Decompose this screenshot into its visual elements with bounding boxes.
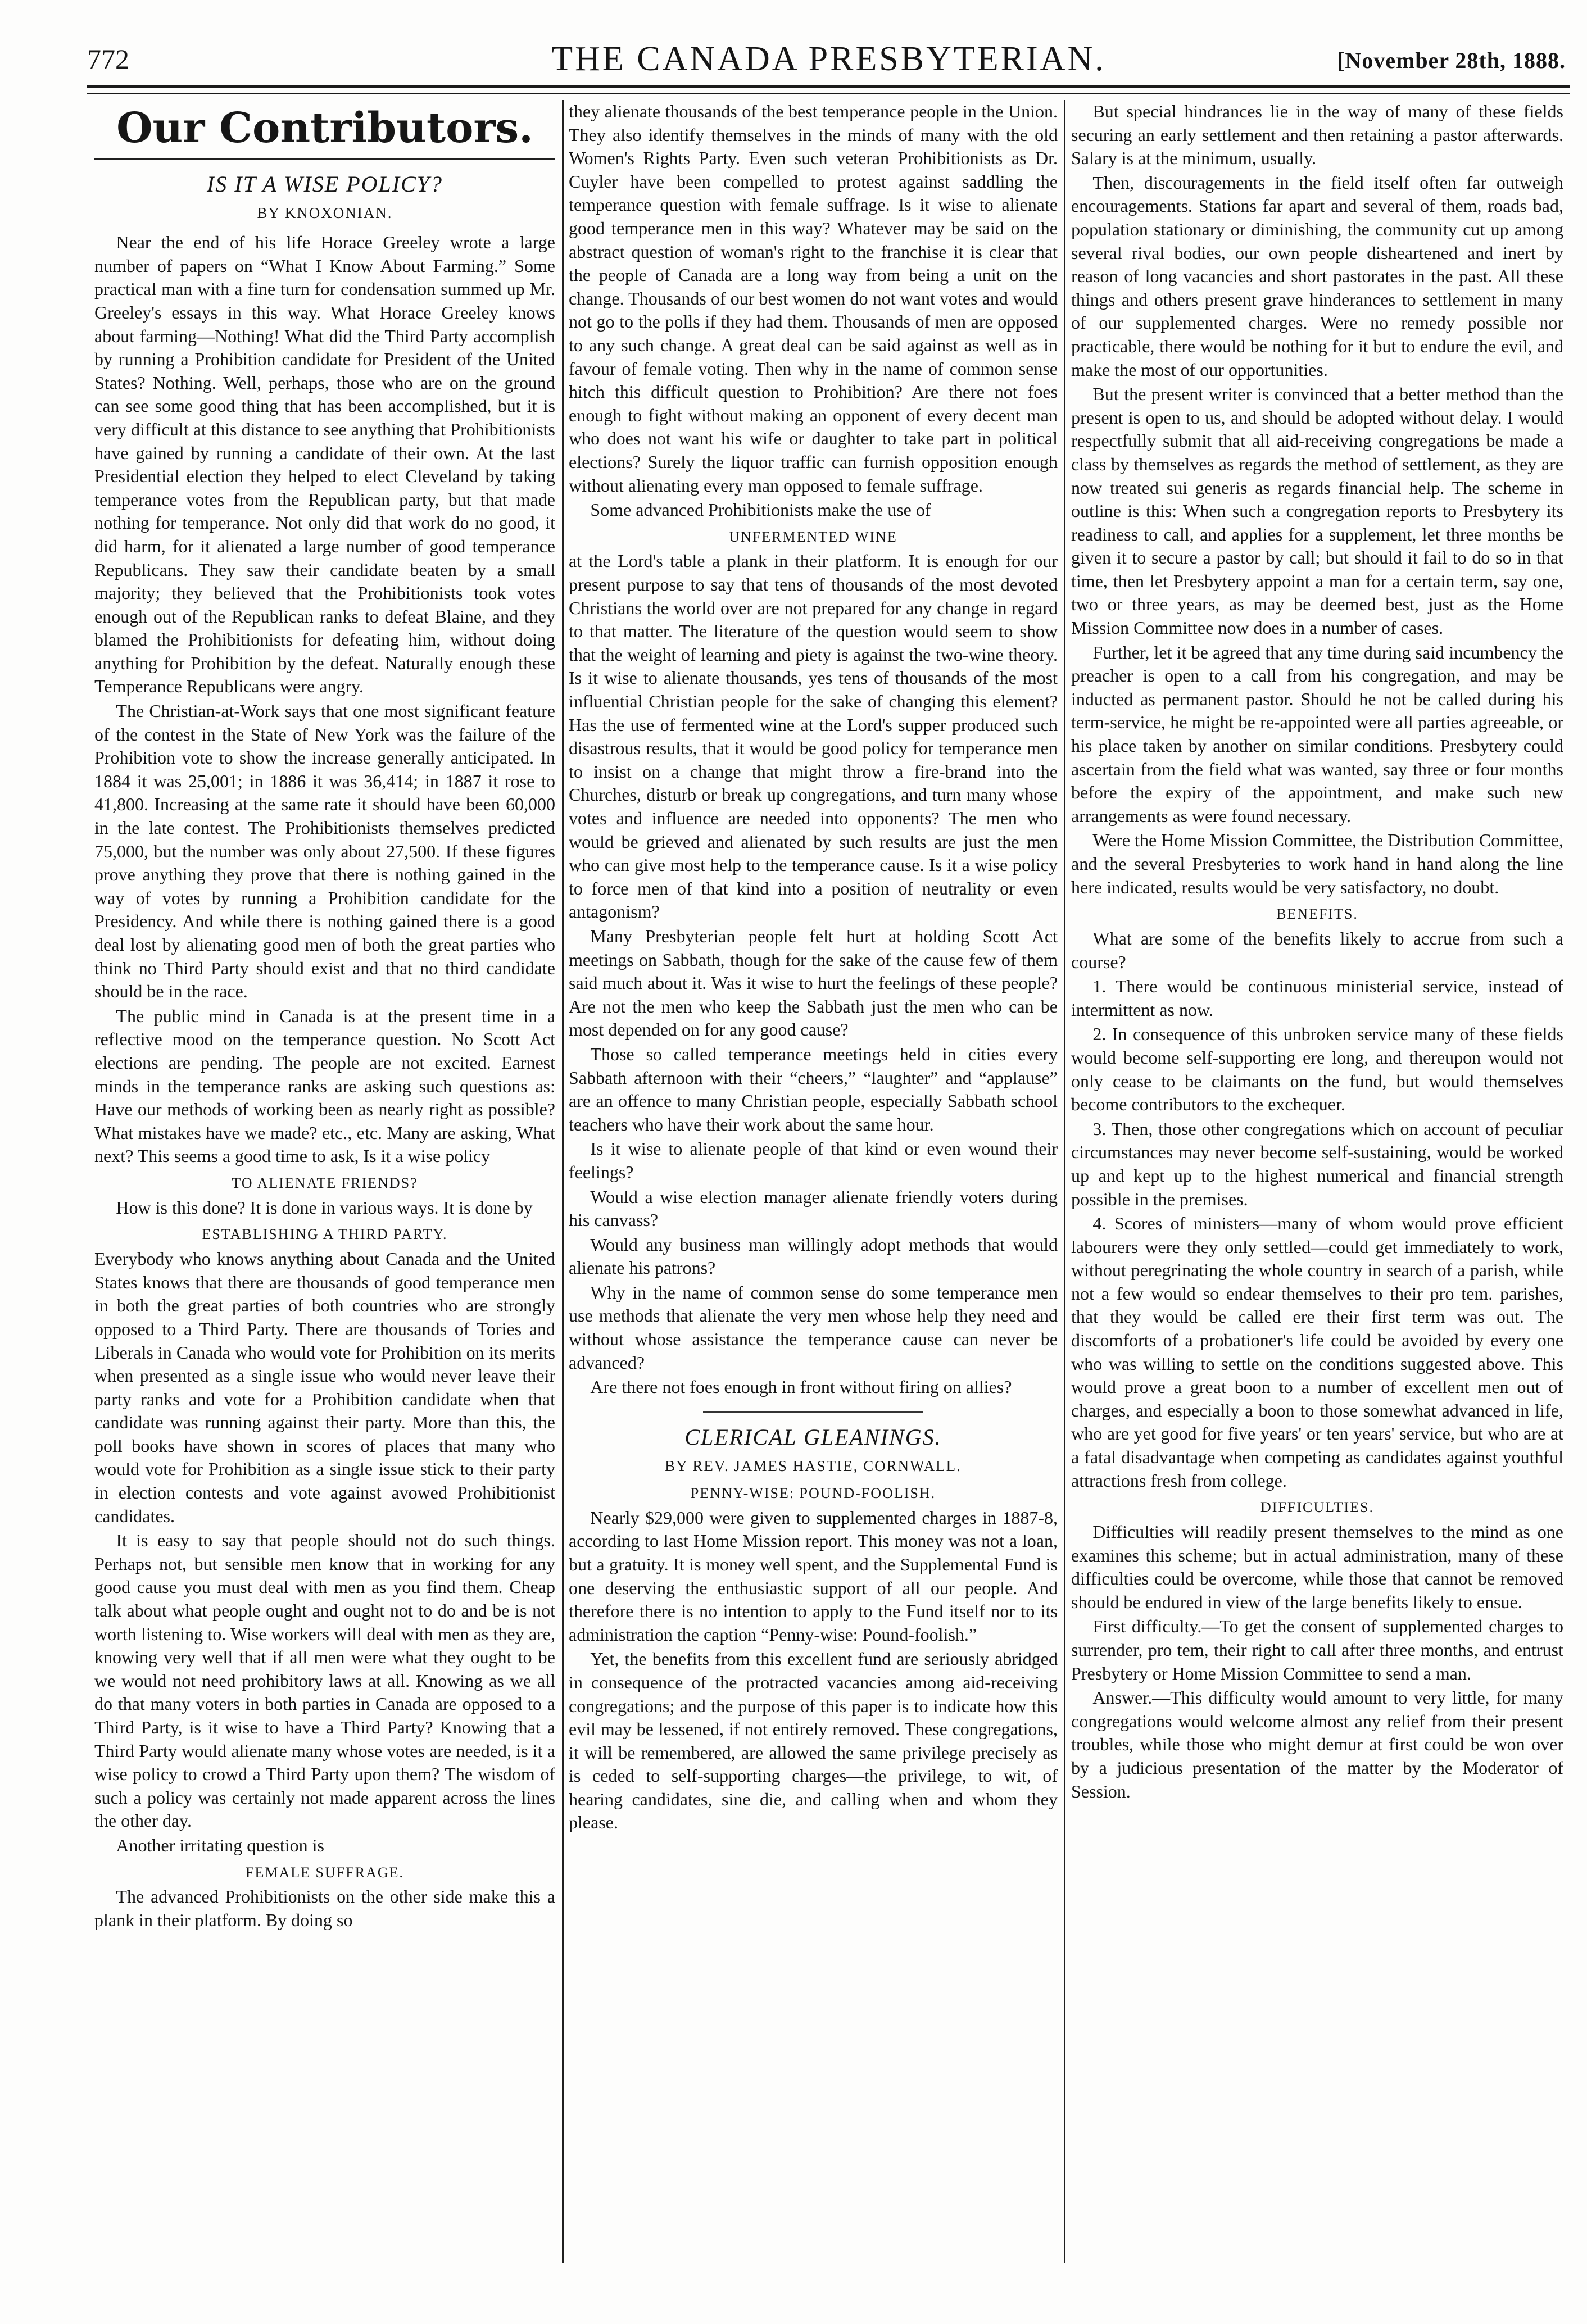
subheading: FEMALE SUFFRAGE.	[246, 1864, 404, 1881]
paragraph: Further, let it be agreed that any time during said incumbency the preacher is open to a call from his congregation, and may be inducted as permanent pastor. Should he not be called during his term-service, he might be re-appointed were all parties agreeable, or his place taken by another on similar conditions. Presbytery could ascertain from the field what was wanted, say three or four months before the expiry of the appointment, and make such new arrangements as were found necessary.	[1071, 642, 1563, 826]
paragraph: Another irritating question is	[116, 1835, 324, 1855]
paragraph: The advanced Prohibitionists on the other side make this a plank in their platform. By doing so	[94, 1886, 555, 1930]
paragraph: Everybody who knows anything about Canada and the United States knows that there are thousands of good temperance men in both the great parties of both countries who are strongly opposed to a Third Party. There are thousands of Tories and Liberals in Canada who would vote for Prohibition on its merits when presented as a single issue who would never leave their party ranks and vote for a Prohibition candidate when that candidate was running against their party. More than this, the poll books have shown in scores of places that many who would vote for Prohibition as a single issue stick to their party in election contests and vote against avowed Prohibitionist candidates.	[94, 1249, 555, 1526]
column-1	[94, 100, 555, 2269]
paragraph: Would a wise election manager alienate friendly voters during his canvass?	[569, 1186, 1058, 1231]
paragraph: Yet, the benefits from this excellent fund are seriously abridged in consequence of the protracted vacancies among aid-receiving congregations; and the purpose of this paper is to indicate how this evil may be lessened, if not entirely removed. These congregations, it will be remembered, are allowed the same privilege precisely as is ceded to self-supporting charges—the privilege, to wit, of hearing candidates, sine die, and calling when and whom they please.	[569, 1649, 1058, 1833]
page-number: 772	[87, 43, 129, 75]
paragraph: Difficulties will readily present themselves to the mind as one examines this scheme; but in actual administration, many of these difficulties could be overcome, while those that cannot be removed should be endured in view of the large benefits likely to ensue.	[1071, 1522, 1563, 1612]
paragraph: Would any business man willingly adopt methods that would alienate his patrons?	[569, 1234, 1058, 1278]
column-2	[569, 100, 1058, 2269]
paragraph: How is this done? It is done in various ways. It is done by	[116, 1197, 533, 1218]
header-rule-thick	[87, 85, 1570, 88]
article-title: IS IT A WISE POLICY?	[206, 171, 443, 197]
paragraph: Is it wise to alienate people of that kind or even wound their feelings?	[569, 1138, 1058, 1182]
paragraph: Then, discouragements in the field itself often far outweigh encouragements. Stations far apart and several of them, roads bad, population stationary or diminishing, the community cut up among several rival bodies, our own people disheartened and inert by reason of long vacancies and short pastorates in the past. All these things and others present grave hinderances to settlement in many of our supplemented charges. Were no remedy possible nor practicable, there would be nothing for it but to endure the evil, and make the most of our opportunities.	[1071, 172, 1563, 380]
article-byline: BY REV. JAMES HASTIE, CORNWALL.	[665, 1457, 962, 1474]
department-heading: Our Contributors.	[94, 105, 555, 160]
paragraph: 1. There would be continuous ministerial service, instead of intermittent as now.	[1071, 976, 1563, 1020]
paragraph: at the Lord's table a plank in their platform. It is enough for our present purpose to say that tens of thousands of the most devoted Christians the world over are not prepared for any change in regard to that matter. The literature of the question would seem to show that the weight of learning and piety is against the two-wine theory. Is it wise to alienate thousands, yes tens of thousands of the most influential Christian people for the sake of changing this element? Has the use of fermented wine at the Lord's supper produced such disastrous results, that it would be good policy for temperance men to insist on a change that might throw a fire-brand into the Churches, disturb or break up congregations, and turn many whose votes and influence are needed into opponents? The men who would be grieved and alienated by such results are just the men who can give most help to the temperance cause. Is it a wise policy to force men of that kind into a position of neutrality or even antagonism?	[569, 551, 1058, 922]
article-byline: BY KNOXONIAN.	[257, 205, 393, 222]
paragraph: What are some of the benefits likely to accrue from such a course?	[1071, 928, 1563, 972]
subheading: BENEFITS.	[1276, 906, 1358, 923]
paragraph: Many Presbyterian people felt hurt at holding Scott Act meetings on Sabbath, though for the sake of the cause few of them said much about it. Was it wise to hurt the feelings of these people? Are not the men who keep the Sabbath just the men who can be most depended on for any good cause?	[569, 925, 1058, 1040]
article-separator	[703, 1411, 923, 1413]
paragraph: Are there not foes enough in front without firing on allies?	[590, 1377, 1012, 1397]
paragraph: The public mind in Canada is at the present time in a reflective mood on the temperance question. No Scott Act elections are pending. The people are not excited. Earnest minds in the temperance ranks are asking such questions as: Have our methods of working been as nearly right as possible? What mistakes have we made? etc., etc. Many are asking, What next? This seems a good time to ask, Is it a wise policy	[94, 1005, 555, 1166]
paragraph: The Christian-at-Work says that one most significant feature of the contest in the State of New York was the failure of the Prohibition vote to show the increase generally anticipated. In 1884 it was 25,001; in 1886 it was 36,414; in 1887 it rose to 41,800. Increasing at the same rate it should have been 60,000 in the late contest. The Prohibitionists themselves predicted 75,000, but the number was only about 27,500. If these figures prove anything they prove that there is nothing gained in the way of votes by running a Prohibition candidate for the Presidency. And while there is nothing gained there is a good deal lost by alienating good men of both the great parties who think no Third Party should exist and that no third candidate should be in the race.	[94, 701, 555, 1002]
paragraph: But special hindrances lie in the way of many of these fields securing an early settlement and then retaining a pastor afterwards. Salary is at the minimum, usually.	[1071, 101, 1563, 169]
paragraph: Why in the name of common sense do some temperance men use methods that alienate the very men whose help they need and without whose assistance the temperance cause can never be advanced?	[569, 1282, 1058, 1373]
subheading: DIFFICULTIES.	[1260, 1499, 1374, 1516]
subheading: UNFERMENTED WINE	[729, 528, 897, 545]
column-divider	[562, 100, 564, 2263]
paragraph: Those so called temperance meetings held in cities every Sabbath afternoon with their “cheers,” “laughter” and “applause” are an offence to many Christian people, especially Sabbath school teachers who have their work about the same hour.	[569, 1043, 1058, 1134]
header-rule-thin	[87, 93, 1570, 94]
paragraph: Were the Home Mission Committee, the Distribution Committee, and the several Presbyteries to work hand in hand along the line here indicated, results would be very satisfactory, no doubt.	[1071, 830, 1563, 897]
subheading: PENNY-WISE: POUND-FOOLISH.	[690, 1485, 936, 1501]
journal-title: THE CANADA PRESBYTERIAN.	[551, 40, 1106, 78]
paragraph: Answer.—This difficulty would amount to very little, for many congregations would welcome almost any relief from their present troubles, while those who might demur at first could be won over by a judicious presentation of the matter by the Moderator of Session.	[1071, 1687, 1563, 1801]
column-divider	[1064, 100, 1065, 2263]
paragraph: 2. In consequence of this unbroken service many of these fields would become self-supporting ere long, and thereupon would not only cease to be claimants on the fund, but would themselves become contributors to the exchequer.	[1071, 1024, 1563, 1115]
paragraph: 4. Scores of ministers—many of whom would prove efficient labourers were they only settled—could get immediately to work, without peregrinating the whole country in search of a parish, while not a few would so endear themselves to their pro tem. parishes, that they would be called ere their first term was out. The discomforts of a probationer's life could be avoided by every one who was willing to settle on the conditions suggested above. This would prove a great boon to a number of excellent men out of charges, and especially a boon to those somewhat advanced in life, who are yet good for five years' or ten years' service, but who are at a fatal disadvantage when competing as candidates against youthful attractions fresh from college.	[1071, 1213, 1563, 1491]
column-3	[1071, 100, 1563, 2269]
running-header	[87, 39, 1570, 84]
article-title: CLERICAL GLEANINGS.	[684, 1424, 942, 1450]
paragraph: 3. Then, those other congregations which on account of peculiar circumstances may never become self-sustaining, would be worked up and kept up to the highest numerical and financial strength possible in the premises.	[1071, 1118, 1563, 1209]
paragraph: Nearly $29,000 were given to supplemented charges in 1887-8, according to last Home Mission report. This money was not a loan, but a gratuity. It is money well spent, and the Supplemental Fund is one deserving the enthusiastic support of all our people. And therefore there is no intention to apply to the Fund itself nor to its administration the caption “Penny-wise: Pound-foolish.”	[569, 1507, 1058, 1645]
subheading: ESTABLISHING A THIRD PARTY.	[202, 1226, 448, 1243]
paragraph: First difficulty.—To get the consent of supplemented charges to surrender, pro tem, their right to call after three months, and entrust Presbytery or Home Mission Committee to send a man.	[1071, 1616, 1563, 1683]
paragraph: Some advanced Prohibitionists make the use of	[590, 500, 931, 520]
subheading: TO ALIENATE FRIENDS?	[232, 1174, 418, 1191]
paragraph: It is easy to say that people should not do such things. Perhaps not, but sensible men know that in working for any good cause you must deal with men as you find them. Cheap talk about what people ought and ought not to do and be is not worth listening to. Wise workers will deal with men as they are, knowing very well that if all men were what they ought to be we would not need prohibitory laws at all. Knowing as we all do that many voters in both parties in Canada are opposed to a Third Party, is it wise to have a Third Party? Knowing that a Third Party would alienate many whose votes are needed, is it a wise policy to crowd a Third Party upon them? The wisdom of such a policy was certainly not made apparent across the lines the other day.	[94, 1530, 555, 1831]
paragraph: they alienate thousands of the best temperance people in the Union. They also identify themselves in the minds of many with the old Women's Rights Party. Even such veteran Prohibitionists as Dr. Cuyler have been compelled to protest against saddling the temperance question with female suffrage. Is it wise to alienate good temperance men in this way? Whatever may be said on the abstract question of woman's right to the franchise it is clear that the people of Canada are a long way from being a unit on the change. Thousands of our best women do not want votes and would not go to the polls if they had them. Thousands of men are opposed to any such change. A great deal can be said against as well as in favour of female voting. Then why in the name of common sense hitch this difficult question to Prohibition? Are there not foes enough to fight without making an opponent of every decent man who does not want his wife or daughter to take part in political elections? Surely the liquor traffic can furnish opposition enough without alienating every man opposed to female suffrage.	[569, 101, 1058, 496]
paragraph: Near the end of his life Horace Greeley wrote a large number of papers on “What I Know About Farming.” Some practical man with a fine turn for condensation summed up Mr. Greeley's essays in this way. What Horace Greeley knows about farming—Nothing! What did the Third Party accomplish by running a Prohibition candidate for President of the United States? Nothing. Well, perhaps, those who are on the ground can see some good thing that has been accomplished, but it is very difficult at this distance to see anything that Prohibitionists have gained by running a candidate of their own. At the last Presidential election they helped to elect Cleveland by taking temperance votes from the Republican party, but that made nothing for temperance. Not only did that work do no good, it did harm, for it alienated a large number of good temperance Republicans. They saw their candidate beaten by a small majority; they believed that the Prohibitionists took votes enough out of the Republican ranks to defeat Blaine, and they blamed the Prohibitionists for defeating him, without doing anything for Prohibition by the defeat. Naturally enough these Temperance Republicans were angry.	[94, 232, 555, 697]
paragraph: But the present writer is convinced that a better method than the present is open to us, and should be adopted without delay. I would respectfully submit that all aid-receiving congregations be made a class by themselves as regards the method of settlement, as they are now treated sui generis as regards financial help. The scheme in outline is this: When such a congregation reports to Presbytery its readiness to call, and applies for a supplement, let three months be given it to secure a pastor by call; but should it fail to do so in that time, then let Presbytery appoint a man for a certain term, say one, two or three years, as may be deemed best, just as the Home Mission Committee now does in a number of cases.	[1071, 384, 1563, 638]
issue-date: [November 28th, 1888.	[1337, 48, 1566, 73]
